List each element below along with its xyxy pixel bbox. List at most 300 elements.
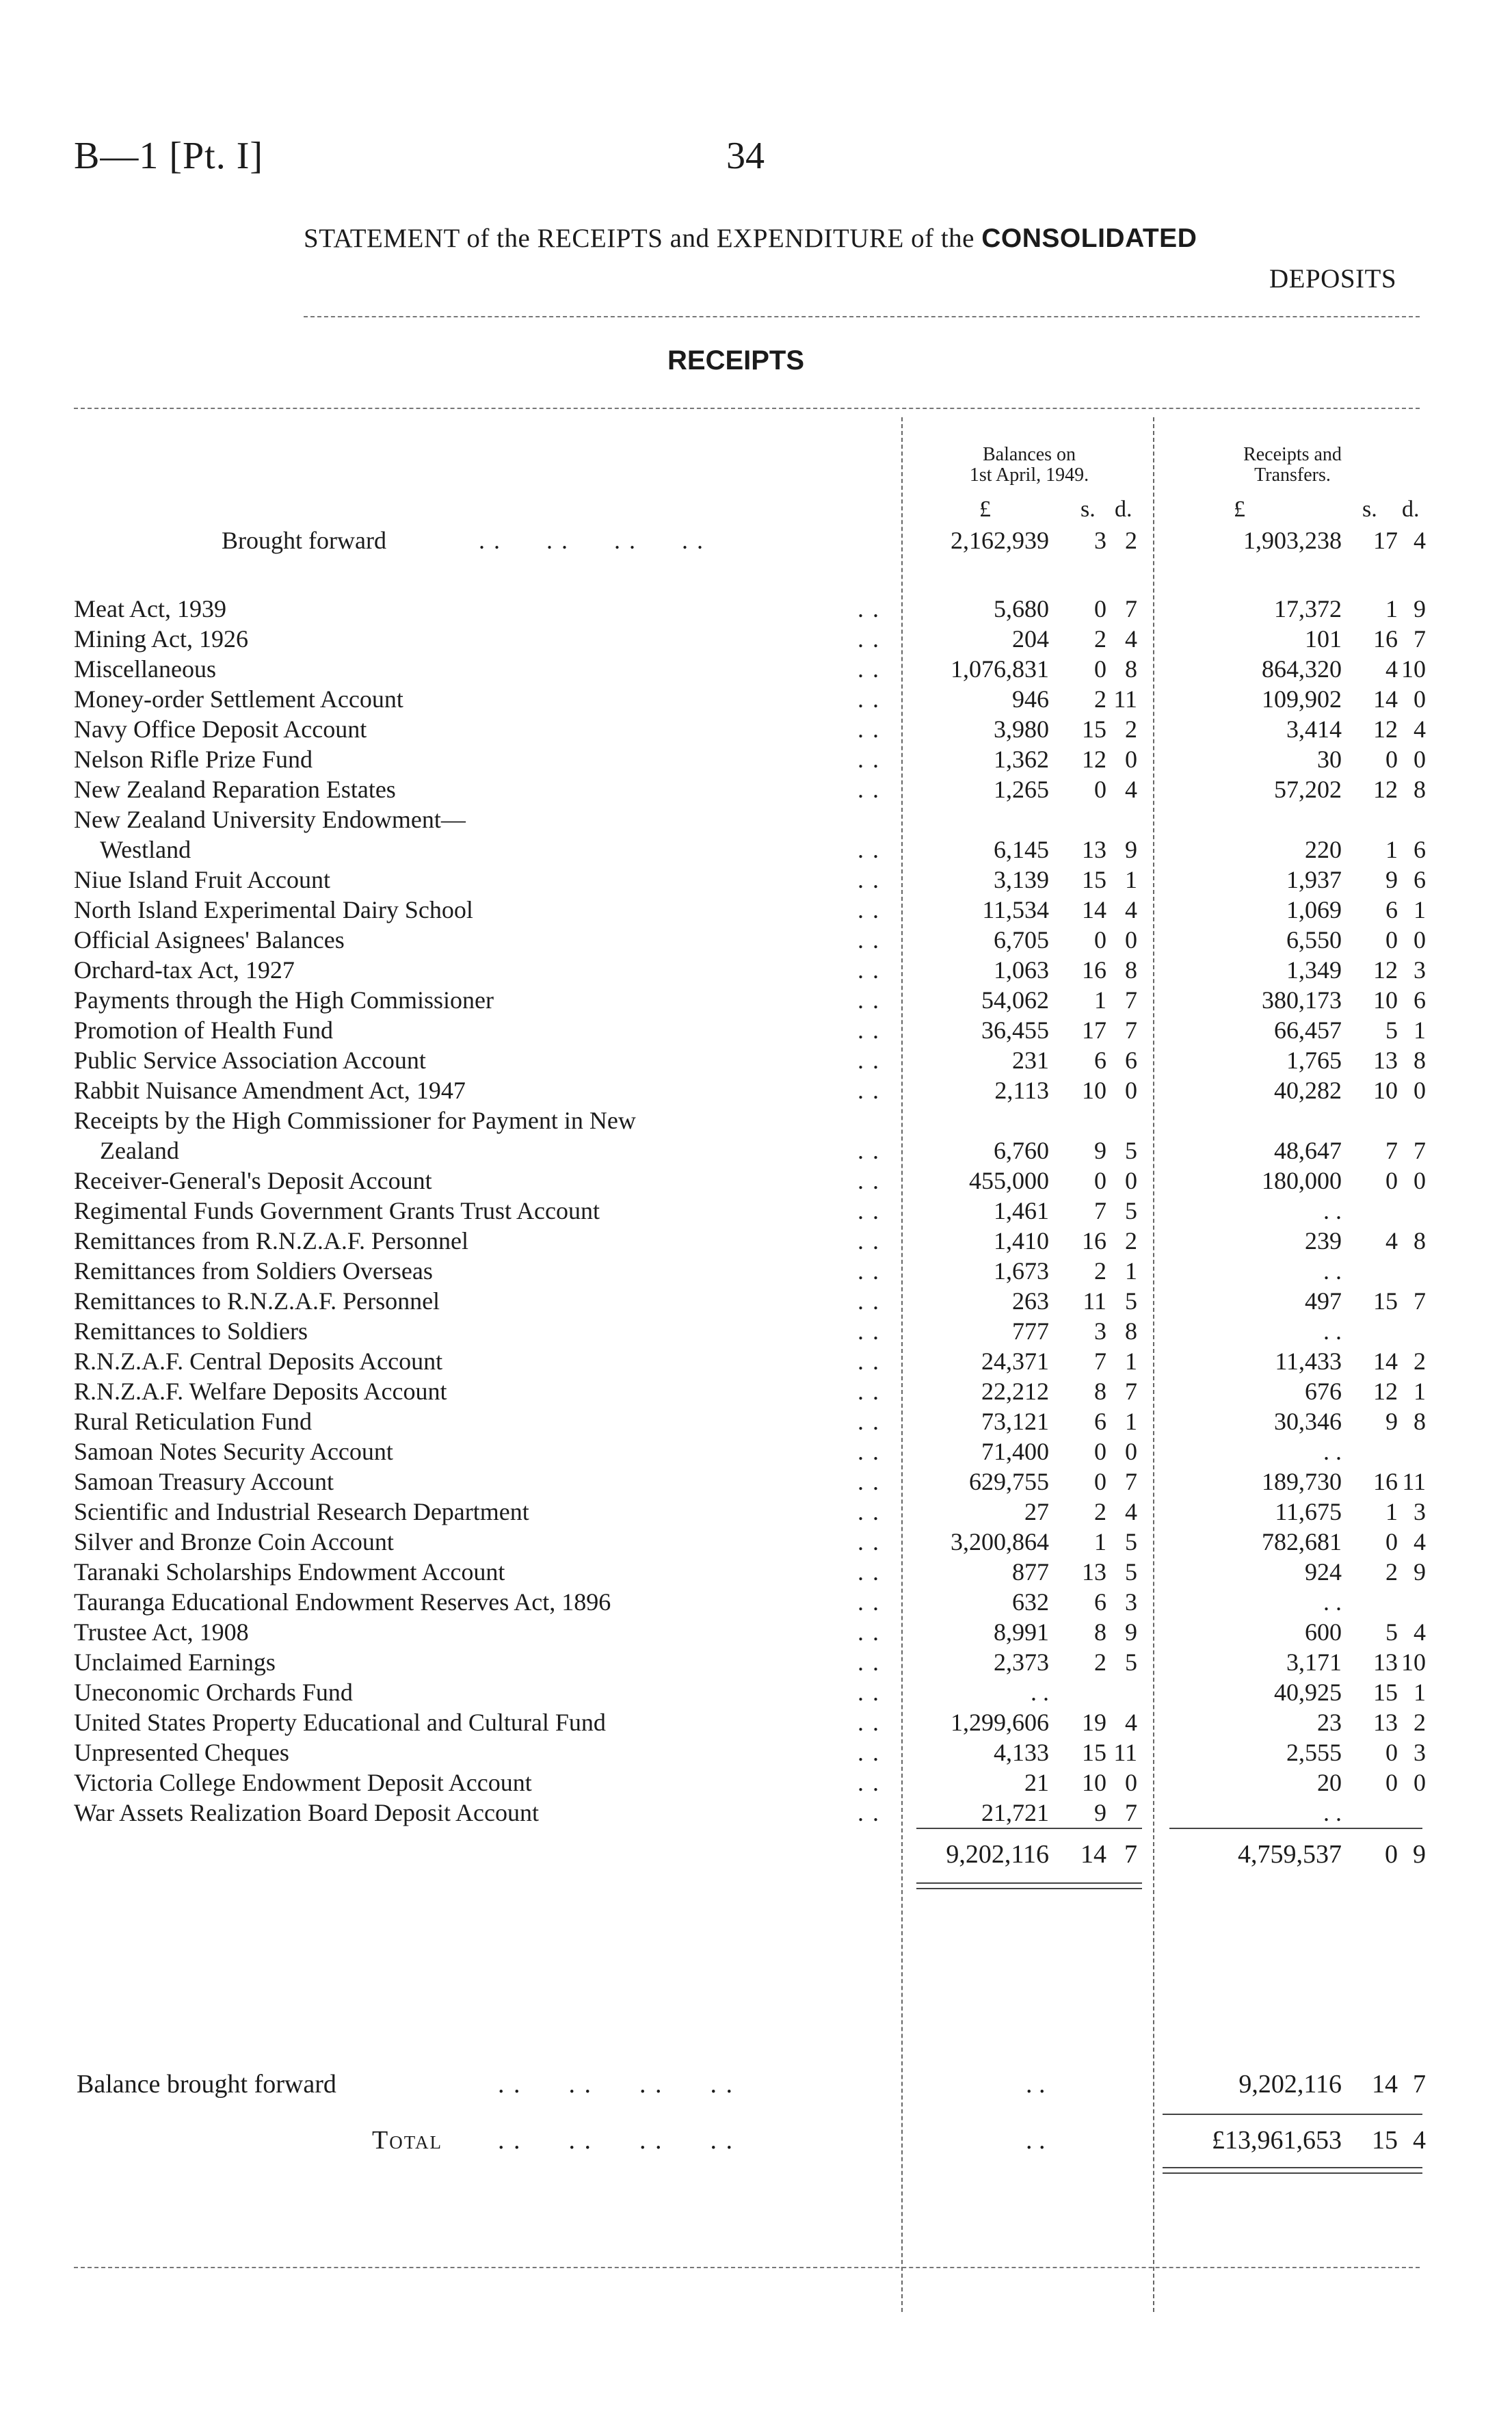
balance-pounds: 2,162,939: [951, 527, 1049, 554]
balance-forward-label: Balance brought forward: [77, 2070, 336, 2099]
balance-pounds: 231: [1012, 1047, 1049, 1074]
receipts-pence: 0: [1414, 685, 1426, 713]
receipts-pounds: 1,069: [1286, 896, 1342, 923]
balance-pence: 0: [1125, 746, 1137, 773]
balance-shillings: 1: [1094, 1528, 1106, 1555]
leader-dots: . .: [858, 1257, 880, 1285]
leader-dots: . .: [858, 896, 880, 923]
receipts-pence: 3: [1414, 1498, 1426, 1525]
balances-pence-unit: d.: [1115, 497, 1132, 522]
balance-pounds: 71,400: [981, 1438, 1049, 1465]
total-pence: 4: [1413, 2126, 1426, 2155]
leader-dots: . . . . . . . .: [479, 527, 704, 554]
receipts-pence: 9: [1414, 595, 1426, 622]
balance-pence: 0: [1125, 1077, 1137, 1104]
receipts-shillings: 15: [1373, 1287, 1398, 1315]
balance-pounds: 1,076,831: [951, 655, 1049, 683]
subtotal-double-underline-balances: [916, 1888, 1142, 1889]
row-label: Silver and Bronze Coin Account: [74, 1528, 394, 1555]
receipts-pence: 1: [1414, 1679, 1426, 1706]
row-label: New Zealand University Endowment—: [74, 806, 466, 833]
statement-subtitle: DEPOSITS: [1269, 264, 1397, 293]
receipts-pence: 0: [1414, 1769, 1426, 1796]
receipts-shillings: 13: [1373, 1047, 1398, 1074]
balance-pence: 8: [1125, 655, 1137, 683]
leader-dots: . .: [858, 1016, 880, 1044]
receipts-pounds: 220: [1305, 836, 1342, 863]
row-label: United States Property Educational and Cultural Fund: [74, 1709, 606, 1736]
balance-shillings: 0: [1094, 926, 1106, 954]
leader-dots: . .: [858, 1348, 880, 1375]
total-shillings: 15: [1372, 2126, 1398, 2155]
balances-header-line1: Balances on: [982, 444, 1076, 465]
leader-dots: . .: [858, 1799, 880, 1826]
row-label: Regimental Funds Government Grants Trust Account: [74, 1197, 600, 1224]
receipts-shillings: 7: [1385, 1137, 1398, 1164]
balance-pence: 2: [1125, 715, 1137, 743]
receipts-pounds: 109,902: [1262, 685, 1342, 713]
leader-dots: . .: [858, 1709, 880, 1736]
balance-pence: 8: [1125, 1317, 1137, 1345]
balance-shillings: 11: [1083, 1287, 1106, 1315]
leader-dots: . .: [858, 1739, 880, 1766]
receipts-shillings: 4: [1385, 655, 1398, 683]
receipts-pounds: 48,647: [1274, 1137, 1342, 1164]
balance-pounds: 73,121: [981, 1408, 1049, 1435]
balance-pence: 6: [1125, 1047, 1137, 1074]
table-row: [0, 1196, 1512, 1226]
row-label: R.N.Z.A.F. Welfare Deposits Account: [74, 1378, 447, 1405]
receipts-pounds: . .: [1323, 1799, 1342, 1826]
receipts-pounds: 1,765: [1286, 1047, 1342, 1074]
row-label: R.N.Z.A.F. Central Deposits Account: [74, 1348, 443, 1375]
total-underline: [1163, 2167, 1422, 2168]
leader-dots: . .: [858, 986, 880, 1014]
balance-shillings: 10: [1082, 1769, 1106, 1796]
balance-shillings: 2: [1094, 685, 1106, 713]
balance-pounds: 632: [1012, 1588, 1049, 1616]
row-label: New Zealand Reparation Estates: [74, 776, 396, 803]
table-row: [0, 895, 1512, 925]
balance-pence: 5: [1125, 1287, 1137, 1315]
table-row: [0, 1045, 1512, 1075]
receipts-shillings: 5: [1385, 1618, 1398, 1646]
balance-pence: 7: [1125, 986, 1137, 1014]
heading-divider: [74, 408, 1420, 409]
brought-forward-label: Brought forward: [222, 527, 386, 554]
balance-shillings: 9: [1094, 1137, 1106, 1164]
balance-forward-row: [0, 2067, 1512, 2101]
leader-dots: . .: [858, 1378, 880, 1405]
subtotal-underline-balances: [916, 1882, 1142, 1884]
row-label: Meat Act, 1939: [74, 595, 226, 622]
receipts-pence: 8: [1414, 1047, 1426, 1074]
table-row: [0, 1406, 1512, 1436]
receipts-pounds: 40,925: [1274, 1679, 1342, 1706]
balance-pence: 5: [1125, 1137, 1137, 1164]
leader-dots: . .: [858, 715, 880, 743]
balance-shillings: 7: [1094, 1197, 1106, 1224]
receipts-pounds: 2,555: [1286, 1739, 1342, 1766]
balances-column-header: [910, 445, 1149, 486]
receipts-pence: 2: [1414, 1709, 1426, 1736]
row-label: Mining Act, 1926: [74, 625, 249, 653]
balance-pence: 1: [1125, 866, 1137, 893]
balance-pence: 4: [1125, 776, 1137, 803]
balance-shillings: 3: [1094, 1317, 1106, 1345]
row-label: Niue Island Fruit Account: [74, 866, 330, 893]
balance-pence: 2: [1125, 1227, 1137, 1254]
receipts-shillings: 4: [1385, 1227, 1398, 1254]
receipts-pence: 8: [1414, 1408, 1426, 1435]
leader-dots: . .: [858, 1769, 880, 1796]
row-label: Taranaki Scholarships Endowment Account: [74, 1558, 505, 1586]
balance-pounds: 1,461: [994, 1197, 1049, 1224]
leader-dots: . .: [858, 1498, 880, 1525]
balance-forward-balance: . .: [1026, 2070, 1046, 2099]
row-label: Trustee Act, 1908: [74, 1618, 249, 1646]
balance-shillings: 19: [1082, 1709, 1106, 1736]
balance-pence: 7: [1125, 1378, 1137, 1405]
row-label: Samoan Treasury Account: [74, 1468, 334, 1495]
balance-shillings: 15: [1082, 715, 1106, 743]
receipts-pence: 4: [1414, 1618, 1426, 1646]
leader-dots: . .: [858, 1679, 880, 1706]
balance-pence: 0: [1125, 1769, 1137, 1796]
table-row: [0, 985, 1512, 1015]
receipts-shillings: 1: [1385, 1498, 1398, 1525]
balance-pence: 11: [1113, 1739, 1137, 1766]
leader-dots: . .: [858, 1588, 880, 1616]
table-row: [0, 1316, 1512, 1346]
table-row: [0, 714, 1512, 744]
receipts-pounds: 497: [1305, 1287, 1342, 1315]
balance-pounds: 1,673: [994, 1257, 1049, 1285]
balance-pounds: 204: [1012, 625, 1049, 653]
subtotal-row: [0, 1837, 1512, 1871]
receipts-pence-unit: d.: [1402, 497, 1420, 522]
receipts-pounds: 23: [1317, 1709, 1342, 1736]
balance-shillings: 6: [1094, 1047, 1106, 1074]
receipts-pence: 3: [1414, 956, 1426, 984]
balance-pounds: 6,760: [994, 1137, 1049, 1164]
balance-pounds: 946: [1012, 685, 1049, 713]
receipts-pounds: 600: [1305, 1618, 1342, 1646]
receipts-pounds: 57,202: [1274, 776, 1342, 803]
receipts-pounds: 17,372: [1274, 595, 1342, 622]
receipts-shillings: 13: [1373, 1648, 1398, 1676]
row-label: Public Service Association Account: [74, 1047, 426, 1074]
row-label: Remittances from R.N.Z.A.F. Personnel: [74, 1227, 469, 1254]
receipts-shillings: 9: [1385, 1408, 1398, 1435]
receipts-pence: 6: [1414, 836, 1426, 863]
leader-dots: . .: [858, 926, 880, 954]
total-rule-top: [1163, 2114, 1422, 2115]
table-row: [0, 804, 1512, 835]
total-double-underline: [1163, 2172, 1422, 2174]
receipts-shillings: 16: [1373, 1468, 1398, 1495]
receipts-shillings: 13: [1373, 1709, 1398, 1736]
total-pounds: £13,961,653: [1212, 2126, 1342, 2155]
page-code: B—1 [Pt. I]: [74, 135, 263, 177]
balance-pounds: 6,145: [994, 836, 1049, 863]
receipts-pounds: 11,433: [1275, 1348, 1342, 1375]
balance-pounds: 1,410: [994, 1227, 1049, 1254]
receipts-pounds: 30: [1317, 746, 1342, 773]
balance-pence: 8: [1125, 956, 1137, 984]
table-row: [0, 1617, 1512, 1647]
row-label: Tauranga Educational Endowment Reserves Act, 1896: [74, 1588, 611, 1616]
balance-shillings: 14: [1082, 896, 1106, 923]
balance-pence: 1: [1125, 1348, 1137, 1375]
section-heading: RECEIPTS: [667, 345, 805, 376]
table-row: [0, 925, 1512, 955]
table-row: [0, 774, 1512, 804]
leader-dots: . .: [858, 1317, 880, 1345]
balance-pounds: 21,721: [981, 1799, 1049, 1826]
table-row: [0, 744, 1512, 774]
balance-pounds: 1,063: [994, 956, 1049, 984]
balance-shillings: 13: [1082, 836, 1106, 863]
balance-shillings: 17: [1082, 1016, 1106, 1044]
table-row-continuation: [0, 835, 1512, 865]
balance-pence: 5: [1125, 1648, 1137, 1676]
balance-pounds: 22,212: [981, 1378, 1049, 1405]
balance-shillings: 13: [1082, 1558, 1106, 1586]
receipts-pence: 9: [1414, 1558, 1426, 1586]
receipts-pence: 0: [1414, 926, 1426, 954]
leader-dots: . .: [858, 1047, 880, 1074]
leader-dots: . .: [858, 1648, 880, 1676]
table-row: [0, 684, 1512, 714]
statement-title-text: STATEMENT of the RECEIPTS and EXPENDITURE of the: [304, 224, 974, 253]
receipts-pounds: 6,550: [1286, 926, 1342, 954]
balance-pounds: 54,062: [981, 986, 1049, 1014]
row-label: Miscellaneous: [74, 655, 216, 683]
row-label: Money-order Settlement Account: [74, 685, 403, 713]
balances-shilling-unit: s.: [1080, 497, 1096, 522]
receipts-pence: 10: [1401, 1648, 1426, 1676]
row-label: War Assets Realization Board Deposit Account: [74, 1799, 539, 1826]
balance-pounds: 877: [1012, 1558, 1049, 1586]
leader-dots: . .: [858, 625, 880, 653]
receipts-shillings: 2: [1385, 1558, 1398, 1586]
table-row: [0, 1436, 1512, 1467]
balance-shillings: 2: [1094, 1648, 1106, 1676]
row-label: Nelson Rifle Prize Fund: [74, 746, 313, 773]
receipts-pounds: 11,675: [1275, 1498, 1342, 1525]
receipts-shillings: 10: [1373, 1077, 1398, 1104]
balance-pounds: 777: [1012, 1317, 1049, 1345]
row-label: Rabbit Nuisance Amendment Act, 1947: [74, 1077, 466, 1104]
balance-shillings: 2: [1094, 1498, 1106, 1525]
balance-pounds: 4,133: [994, 1739, 1049, 1766]
balance-pounds: 455,000: [969, 1167, 1049, 1194]
receipts-shillings: 0: [1385, 926, 1398, 954]
balance-shillings: 16: [1082, 1227, 1106, 1254]
leader-dots: . .: [858, 956, 880, 984]
top-divider: [304, 316, 1420, 317]
balance-pence: 0: [1125, 1438, 1137, 1465]
balance-shillings: 10: [1082, 1077, 1106, 1104]
table-row: [0, 1015, 1512, 1045]
receipts-pence: 4: [1414, 715, 1426, 743]
receipts-pounds: 782,681: [1262, 1528, 1342, 1555]
balance-pounds: 36,455: [981, 1016, 1049, 1044]
row-label: Unpresented Cheques: [74, 1739, 289, 1766]
row-label: North Island Experimental Dairy School: [74, 896, 473, 923]
balance-pence: 5: [1125, 1197, 1137, 1224]
balance-shillings: 16: [1082, 956, 1106, 984]
receipts-pence: 8: [1414, 1227, 1426, 1254]
receipts-pence: 7: [1414, 1137, 1426, 1164]
balance-shillings: 9: [1094, 1799, 1106, 1826]
receipts-pounds: 676: [1305, 1378, 1342, 1405]
subtotal-receipts-pence: 9: [1413, 1840, 1426, 1869]
balance-pence: 5: [1125, 1528, 1137, 1555]
receipts-pence: 0: [1414, 1167, 1426, 1194]
balance-pence: 0: [1125, 1167, 1137, 1194]
receipts-pounds: 180,000: [1262, 1167, 1342, 1194]
balance-shillings: 0: [1094, 1167, 1106, 1194]
table-row: [0, 1677, 1512, 1707]
table-row: [0, 1075, 1512, 1105]
receipts-pounds: 30,346: [1274, 1408, 1342, 1435]
receipts-pounds: 3,414: [1286, 715, 1342, 743]
receipts-shillings: 0: [1385, 1739, 1398, 1766]
table-row: [0, 1798, 1512, 1828]
balance-pence: 5: [1125, 1558, 1137, 1586]
row-label: Receipts by the High Commissioner for Payment in New: [74, 1107, 636, 1134]
leader-dots: . .: [858, 866, 880, 893]
leader-dots: . . . . . . . .: [498, 2126, 734, 2155]
receipts-shillings: 14: [1373, 1348, 1398, 1375]
receipts-pounds: 239: [1305, 1227, 1342, 1254]
receipts-shillings: 0: [1385, 1167, 1398, 1194]
receipts-pounds: 864,320: [1262, 655, 1342, 683]
balance-shillings: 15: [1082, 1739, 1106, 1766]
receipts-shillings: 12: [1373, 776, 1398, 803]
leader-dots: . .: [858, 1618, 880, 1646]
table-row: [0, 865, 1512, 895]
balance-shillings: 1: [1094, 986, 1106, 1014]
balance-forward-pounds: 9,202,116: [1238, 2070, 1342, 2099]
balance-shillings: 8: [1094, 1378, 1106, 1405]
balance-shillings: 0: [1094, 655, 1106, 683]
subtotal-receipts-pounds: 4,759,537: [1238, 1840, 1342, 1869]
balance-pence: 1: [1125, 1408, 1137, 1435]
receipts-pence: 10: [1401, 655, 1426, 683]
balance-pounds: 1,299,606: [951, 1709, 1049, 1736]
subtotal-balance-shillings: 14: [1080, 1840, 1106, 1869]
balance-pounds: 2,373: [994, 1648, 1049, 1676]
balances-pound-unit: £: [979, 497, 991, 522]
receipts-column-header: [1163, 445, 1422, 486]
balance-pounds: 24,371: [981, 1348, 1049, 1375]
receipts-pence: 6: [1414, 986, 1426, 1014]
row-label: Scientific and Industrial Research Department: [74, 1498, 529, 1525]
receipts-pence: 0: [1414, 1077, 1426, 1104]
balance-pence: 9: [1125, 1618, 1137, 1646]
table-row: [0, 1286, 1512, 1316]
balance-pence: 4: [1125, 896, 1137, 923]
receipts-pence: 4: [1414, 1528, 1426, 1555]
row-label: Navy Office Deposit Account: [74, 715, 367, 743]
balance-pence: 7: [1125, 595, 1137, 622]
receipts-pounds: 380,173: [1262, 986, 1342, 1014]
receipts-shillings: 14: [1373, 685, 1398, 713]
row-label: Payments through the High Commissioner: [74, 986, 494, 1014]
leader-dots: . .: [858, 836, 880, 863]
receipts-shillings: 0: [1385, 746, 1398, 773]
subtotal-rule-receipts: [1169, 1828, 1422, 1829]
receipts-pounds: 40,282: [1274, 1077, 1342, 1104]
receipts-pence: 4: [1414, 527, 1426, 554]
page-number: 34: [726, 135, 765, 177]
balance-shillings: 8: [1094, 1618, 1106, 1646]
balance-pounds: 263: [1012, 1287, 1049, 1315]
leader-dots: . .: [858, 1287, 880, 1315]
receipts-shillings: 12: [1373, 956, 1398, 984]
total-label: Total: [372, 2126, 443, 2155]
receipts-pence: 1: [1414, 896, 1426, 923]
balance-pounds: 3,200,864: [951, 1528, 1049, 1555]
leader-dots: . .: [858, 1077, 880, 1104]
balance-shillings: 0: [1094, 776, 1106, 803]
row-label: Promotion of Health Fund: [74, 1016, 333, 1044]
receipts-pounds: 189,730: [1262, 1468, 1342, 1495]
receipts-pound-unit: £: [1234, 497, 1245, 522]
receipts-pounds: . .: [1323, 1317, 1342, 1345]
table-row: [0, 1105, 1512, 1135]
row-label: Unclaimed Earnings: [74, 1648, 276, 1676]
receipts-pence: 3: [1414, 1739, 1426, 1766]
table-row: [0, 955, 1512, 985]
leader-dots: . .: [858, 1408, 880, 1435]
subtotal-rule-balances: [916, 1828, 1142, 1829]
balance-pence: 1: [1125, 1257, 1137, 1285]
receipts-pounds: 924: [1305, 1558, 1342, 1586]
balance-shillings: 0: [1094, 1438, 1106, 1465]
balance-pence: 0: [1125, 926, 1137, 954]
receipts-header-line1: Receipts and: [1243, 444, 1342, 465]
receipts-pence: 1: [1414, 1378, 1426, 1405]
statement-title: [304, 223, 1197, 254]
leader-dots: . .: [858, 595, 880, 622]
balance-pounds: 3,980: [994, 715, 1049, 743]
table-row: [0, 624, 1512, 654]
receipts-shillings: 17: [1373, 527, 1398, 554]
receipts-pence: 6: [1414, 866, 1426, 893]
receipts-shillings: 0: [1385, 1769, 1398, 1796]
balance-pounds: 1,265: [994, 776, 1049, 803]
balance-shillings: 15: [1082, 866, 1106, 893]
table-row: [0, 1346, 1512, 1376]
leader-dots: . .: [858, 1558, 880, 1586]
leader-dots: . .: [858, 655, 880, 683]
balance-pence: 7: [1125, 1016, 1137, 1044]
balance-pence: 7: [1125, 1468, 1137, 1495]
subtotal-balance-pence: 7: [1124, 1840, 1137, 1869]
receipts-shillings: 15: [1373, 1679, 1398, 1706]
table-row: [0, 1166, 1512, 1196]
table-row: [0, 1557, 1512, 1587]
table-row: [0, 1376, 1512, 1406]
table-row: [0, 1587, 1512, 1617]
balance-pounds: 21: [1024, 1769, 1049, 1796]
table-row: [0, 1497, 1512, 1527]
balance-shillings: 0: [1094, 595, 1106, 622]
